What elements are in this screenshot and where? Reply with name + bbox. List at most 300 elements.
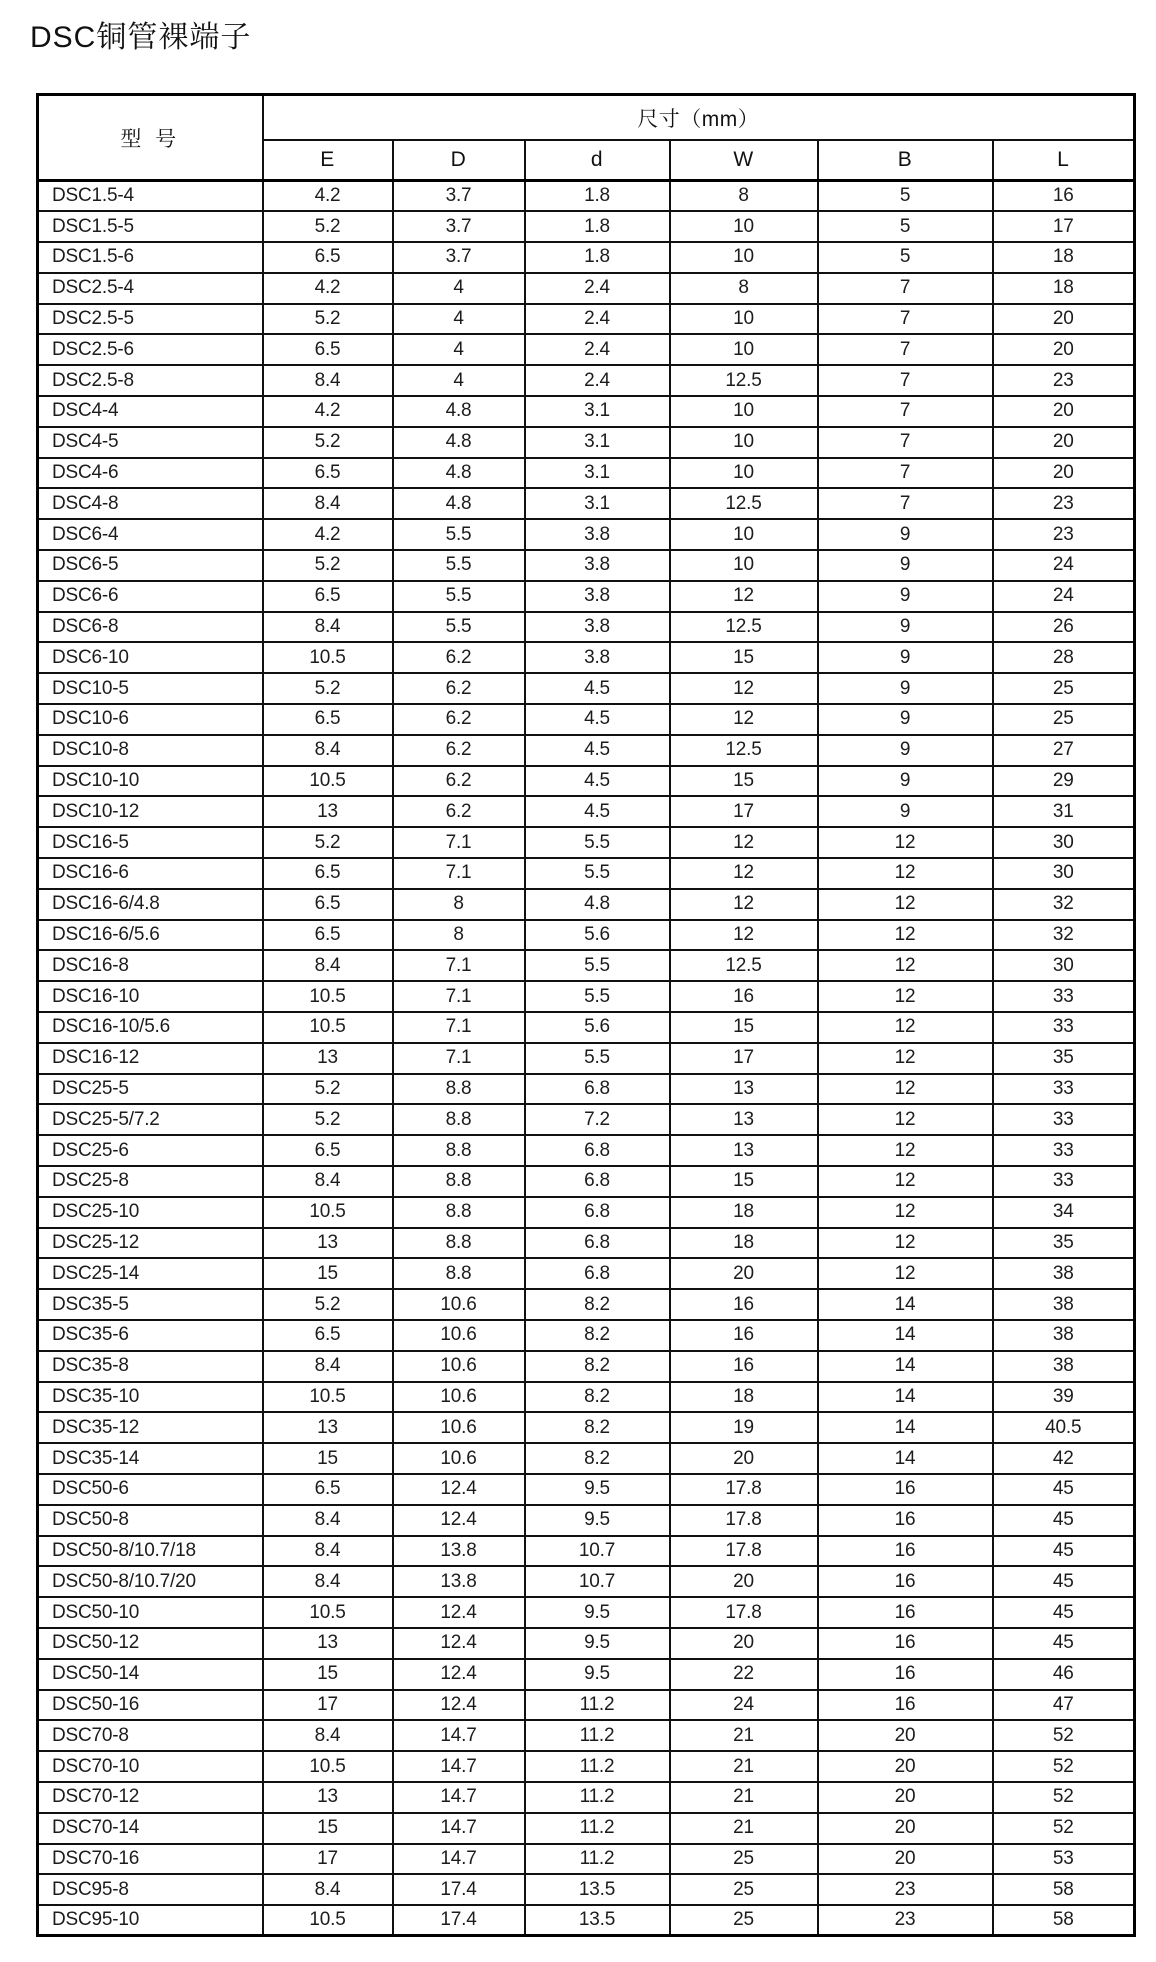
- cell-value: 10.5: [263, 766, 393, 797]
- cell-value: 17.4: [393, 1874, 525, 1905]
- cell-model: DSC25-14: [38, 1258, 263, 1289]
- cell-value: 15: [670, 1166, 818, 1197]
- cell-value: 8.2: [525, 1289, 670, 1320]
- cell-value: 8: [393, 889, 525, 920]
- cell-value: 45: [993, 1628, 1135, 1659]
- column-header-E: E: [263, 140, 393, 181]
- cell-value: 14: [818, 1382, 993, 1413]
- cell-value: 25: [993, 704, 1135, 735]
- cell-value: 10: [670, 211, 818, 242]
- table-row: [38, 950, 1135, 981]
- cell-value: 45: [993, 1597, 1135, 1628]
- table-row: [38, 396, 1135, 427]
- cell-model: DSC2.5-8: [38, 365, 263, 396]
- table-row: [38, 1720, 1135, 1751]
- cell-value: 16: [818, 1628, 993, 1659]
- cell-value: 3.8: [525, 612, 670, 643]
- cell-value: 13: [263, 1782, 393, 1813]
- cell-value: 14.7: [393, 1751, 525, 1782]
- cell-value: 16: [818, 1659, 993, 1690]
- table-row: [38, 1474, 1135, 1505]
- cell-value: 6.5: [263, 858, 393, 889]
- cell-value: 18: [670, 1228, 818, 1259]
- cell-model: DSC6-4: [38, 519, 263, 550]
- cell-value: 10.5: [263, 1382, 393, 1413]
- cell-value: 2.4: [525, 365, 670, 396]
- cell-value: 12: [818, 1228, 993, 1259]
- page-title: DSC铜管裸端子: [30, 21, 252, 54]
- cell-model: DSC1.5-6: [38, 242, 263, 273]
- cell-value: 16: [818, 1474, 993, 1505]
- cell-value: 7: [818, 365, 993, 396]
- table-body: [38, 181, 1135, 1936]
- cell-value: 13: [670, 1135, 818, 1166]
- cell-value: 3.8: [525, 581, 670, 612]
- cell-value: 6.8: [525, 1258, 670, 1289]
- cell-model: DSC70-10: [38, 1751, 263, 1782]
- cell-model: DSC10-5: [38, 673, 263, 704]
- cell-value: 6.5: [263, 1135, 393, 1166]
- cell-value: 6.2: [393, 704, 525, 735]
- cell-value: 23: [993, 519, 1135, 550]
- cell-value: 3.8: [525, 550, 670, 581]
- cell-value: 10: [670, 242, 818, 273]
- cell-value: 38: [993, 1320, 1135, 1351]
- cell-value: 10: [670, 396, 818, 427]
- cell-value: 17.8: [670, 1505, 818, 1536]
- cell-value: 4: [393, 365, 525, 396]
- cell-value: 4.2: [263, 273, 393, 304]
- cell-value: 4.2: [263, 396, 393, 427]
- cell-value: 21: [670, 1813, 818, 1844]
- cell-value: 11.2: [525, 1720, 670, 1751]
- cell-value: 6.5: [263, 920, 393, 951]
- cell-value: 25: [670, 1844, 818, 1875]
- cell-value: 33: [993, 1166, 1135, 1197]
- cell-value: 58: [993, 1874, 1135, 1905]
- cell-value: 5.5: [393, 519, 525, 550]
- cell-value: 47: [993, 1690, 1135, 1721]
- table-row: [38, 1351, 1135, 1382]
- table-row: [38, 1628, 1135, 1659]
- cell-value: 9: [818, 796, 993, 827]
- cell-value: 6.5: [263, 704, 393, 735]
- cell-value: 11.2: [525, 1844, 670, 1875]
- cell-value: 4.5: [525, 766, 670, 797]
- table-row: [38, 1074, 1135, 1105]
- cell-value: 20: [670, 1628, 818, 1659]
- cell-value: 4.5: [525, 673, 670, 704]
- cell-model: DSC16-8: [38, 950, 263, 981]
- cell-value: 14: [818, 1443, 993, 1474]
- cell-value: 8.8: [393, 1074, 525, 1105]
- cell-value: 8.4: [263, 1536, 393, 1567]
- cell-value: 9: [818, 735, 993, 766]
- cell-value: 7: [818, 273, 993, 304]
- cell-value: 8.2: [525, 1320, 670, 1351]
- table-row: [38, 1690, 1135, 1721]
- table-row: [38, 1536, 1135, 1567]
- cell-value: 23: [993, 365, 1135, 396]
- cell-value: 12: [818, 1012, 993, 1043]
- table-row: [38, 181, 1135, 212]
- cell-value: 25: [670, 1874, 818, 1905]
- cell-value: 8.2: [525, 1382, 670, 1413]
- cell-value: 12.4: [393, 1628, 525, 1659]
- cell-value: 30: [993, 950, 1135, 981]
- cell-value: 8.4: [263, 612, 393, 643]
- cell-value: 38: [993, 1351, 1135, 1382]
- cell-value: 45: [993, 1474, 1135, 1505]
- cell-value: 24: [993, 550, 1135, 581]
- cell-model: DSC35-14: [38, 1443, 263, 1474]
- cell-value: 7: [818, 334, 993, 365]
- cell-value: 5.5: [525, 981, 670, 1012]
- cell-value: 3.7: [393, 242, 525, 273]
- cell-value: 6.2: [393, 796, 525, 827]
- cell-value: 5.5: [393, 550, 525, 581]
- cell-value: 5: [818, 211, 993, 242]
- cell-value: 6.2: [393, 642, 525, 673]
- table-row: [38, 1782, 1135, 1813]
- cell-value: 12.5: [670, 735, 818, 766]
- cell-value: 8.4: [263, 735, 393, 766]
- cell-value: 7.1: [393, 858, 525, 889]
- column-header-model: 型 号: [38, 95, 263, 181]
- cell-value: 8.4: [263, 488, 393, 519]
- cell-value: 33: [993, 1074, 1135, 1105]
- cell-value: 14: [818, 1289, 993, 1320]
- cell-value: 6.5: [263, 581, 393, 612]
- cell-value: 4: [393, 334, 525, 365]
- cell-value: 28: [993, 642, 1135, 673]
- cell-value: 20: [818, 1720, 993, 1751]
- cell-value: 9: [818, 673, 993, 704]
- cell-value: 5.2: [263, 1104, 393, 1135]
- cell-value: 5.2: [263, 827, 393, 858]
- cell-value: 9: [818, 766, 993, 797]
- cell-value: 8.8: [393, 1228, 525, 1259]
- cell-value: 20: [993, 458, 1135, 489]
- cell-value: 20: [818, 1751, 993, 1782]
- table-row: [38, 427, 1135, 458]
- cell-value: 10.6: [393, 1382, 525, 1413]
- cell-model: DSC50-10: [38, 1597, 263, 1628]
- cell-value: 1.8: [525, 242, 670, 273]
- cell-model: DSC70-14: [38, 1813, 263, 1844]
- table-row: [38, 1813, 1135, 1844]
- table-row: [38, 365, 1135, 396]
- cell-value: 21: [670, 1782, 818, 1813]
- cell-value: 15: [670, 642, 818, 673]
- cell-value: 8.4: [263, 1720, 393, 1751]
- cell-value: 11.2: [525, 1813, 670, 1844]
- cell-model: DSC2.5-5: [38, 304, 263, 335]
- table-row: [38, 1166, 1135, 1197]
- cell-value: 12: [670, 858, 818, 889]
- cell-value: 12: [670, 889, 818, 920]
- cell-value: 5.5: [525, 858, 670, 889]
- cell-model: DSC4-6: [38, 458, 263, 489]
- cell-value: 33: [993, 1135, 1135, 1166]
- cell-model: DSC25-6: [38, 1135, 263, 1166]
- cell-value: 14.7: [393, 1813, 525, 1844]
- cell-value: 18: [670, 1382, 818, 1413]
- cell-value: 15: [670, 766, 818, 797]
- cell-value: 6.8: [525, 1228, 670, 1259]
- cell-value: 13: [263, 1628, 393, 1659]
- cell-model: DSC6-8: [38, 612, 263, 643]
- table-row: [38, 1104, 1135, 1135]
- cell-value: 14.7: [393, 1720, 525, 1751]
- cell-value: 19: [670, 1412, 818, 1443]
- cell-value: 10.6: [393, 1289, 525, 1320]
- cell-value: 13: [263, 1043, 393, 1074]
- cell-value: 20: [993, 304, 1135, 335]
- column-header-d: d: [525, 140, 670, 181]
- table-row: [38, 1443, 1135, 1474]
- cell-model: DSC1.5-5: [38, 211, 263, 242]
- cell-value: 12.5: [670, 365, 818, 396]
- table-row: [38, 735, 1135, 766]
- cell-value: 33: [993, 1104, 1135, 1135]
- cell-value: 5.2: [263, 1074, 393, 1105]
- cell-model: DSC16-12: [38, 1043, 263, 1074]
- cell-value: 12.4: [393, 1505, 525, 1536]
- table-row: [38, 1505, 1135, 1536]
- cell-value: 7.1: [393, 981, 525, 1012]
- table-row: [38, 612, 1135, 643]
- cell-value: 20: [670, 1258, 818, 1289]
- cell-value: 4.2: [263, 519, 393, 550]
- table-row: [38, 1289, 1135, 1320]
- cell-value: 11.2: [525, 1751, 670, 1782]
- cell-value: 4.5: [525, 704, 670, 735]
- cell-value: 10.7: [525, 1566, 670, 1597]
- cell-value: 15: [263, 1659, 393, 1690]
- cell-value: 7: [818, 488, 993, 519]
- cell-model: DSC2.5-4: [38, 273, 263, 304]
- column-header-B: B: [818, 140, 993, 181]
- cell-value: 17: [263, 1844, 393, 1875]
- cell-value: 18: [670, 1197, 818, 1228]
- table-row: [38, 1228, 1135, 1259]
- cell-value: 4.8: [525, 889, 670, 920]
- cell-model: DSC25-5: [38, 1074, 263, 1105]
- cell-value: 2.4: [525, 304, 670, 335]
- cell-value: 4.5: [525, 796, 670, 827]
- cell-value: 7.1: [393, 827, 525, 858]
- cell-model: DSC50-8: [38, 1505, 263, 1536]
- cell-value: 6.8: [525, 1197, 670, 1228]
- cell-model: DSC16-10/5.6: [38, 1012, 263, 1043]
- cell-value: 23: [818, 1874, 993, 1905]
- cell-value: 32: [993, 920, 1135, 951]
- table-row: [38, 581, 1135, 612]
- cell-value: 52: [993, 1782, 1135, 1813]
- cell-value: 4: [393, 304, 525, 335]
- cell-value: 15: [670, 1012, 818, 1043]
- cell-value: 6.8: [525, 1166, 670, 1197]
- cell-value: 5.5: [525, 827, 670, 858]
- cell-value: 17: [670, 796, 818, 827]
- cell-value: 9.5: [525, 1597, 670, 1628]
- table-row: [38, 1382, 1135, 1413]
- cell-model: DSC35-10: [38, 1382, 263, 1413]
- cell-value: 13: [263, 1412, 393, 1443]
- cell-value: 3.8: [525, 642, 670, 673]
- cell-value: 20: [993, 334, 1135, 365]
- cell-value: 35: [993, 1228, 1135, 1259]
- cell-model: DSC6-10: [38, 642, 263, 673]
- cell-value: 12: [670, 704, 818, 735]
- cell-value: 23: [818, 1905, 993, 1936]
- cell-value: 4.2: [263, 181, 393, 212]
- cell-value: 12.5: [670, 612, 818, 643]
- cell-value: 38: [993, 1258, 1135, 1289]
- cell-value: 21: [670, 1720, 818, 1751]
- cell-value: 16: [993, 181, 1135, 212]
- cell-value: 10: [670, 519, 818, 550]
- cell-model: DSC25-10: [38, 1197, 263, 1228]
- cell-value: 52: [993, 1813, 1135, 1844]
- cell-value: 10.5: [263, 981, 393, 1012]
- cell-value: 29: [993, 766, 1135, 797]
- cell-model: DSC70-12: [38, 1782, 263, 1813]
- table-row: [38, 1135, 1135, 1166]
- cell-value: 3.7: [393, 211, 525, 242]
- cell-value: 12: [818, 1166, 993, 1197]
- table-row: [38, 827, 1135, 858]
- cell-value: 33: [993, 1012, 1135, 1043]
- cell-value: 6.5: [263, 458, 393, 489]
- cell-value: 12.4: [393, 1474, 525, 1505]
- table-row: [38, 1197, 1135, 1228]
- table-row: [38, 1043, 1135, 1074]
- cell-value: 45: [993, 1505, 1135, 1536]
- cell-value: 9: [818, 612, 993, 643]
- cell-value: 16: [818, 1505, 993, 1536]
- table-row: [38, 1905, 1135, 1936]
- cell-model: DSC50-14: [38, 1659, 263, 1690]
- cell-value: 24: [993, 581, 1135, 612]
- cell-model: DSC25-8: [38, 1166, 263, 1197]
- cell-value: 17.8: [670, 1474, 818, 1505]
- cell-value: 12.5: [670, 950, 818, 981]
- cell-value: 4: [393, 273, 525, 304]
- cell-value: 7.1: [393, 1012, 525, 1043]
- cell-model: DSC35-6: [38, 1320, 263, 1351]
- table-row: [38, 642, 1135, 673]
- cell-value: 5.5: [393, 612, 525, 643]
- cell-value: 7: [818, 304, 993, 335]
- cell-value: 8.2: [525, 1412, 670, 1443]
- cell-value: 8.4: [263, 1874, 393, 1905]
- cell-value: 12: [818, 950, 993, 981]
- cell-value: 4.8: [393, 488, 525, 519]
- cell-value: 45: [993, 1566, 1135, 1597]
- cell-value: 52: [993, 1751, 1135, 1782]
- cell-model: DSC35-8: [38, 1351, 263, 1382]
- cell-value: 5.2: [263, 673, 393, 704]
- cell-value: 16: [670, 981, 818, 1012]
- cell-model: DSC50-6: [38, 1474, 263, 1505]
- cell-value: 12: [818, 920, 993, 951]
- cell-value: 8.4: [263, 365, 393, 396]
- cell-value: 30: [993, 858, 1135, 889]
- cell-value: 10.5: [263, 1751, 393, 1782]
- cell-model: DSC10-12: [38, 796, 263, 827]
- cell-value: 12: [818, 1104, 993, 1135]
- cell-model: DSC6-6: [38, 581, 263, 612]
- table-row: [38, 1874, 1135, 1905]
- cell-value: 40.5: [993, 1412, 1135, 1443]
- cell-value: 4.5: [525, 735, 670, 766]
- table-row: [38, 550, 1135, 581]
- cell-value: 7: [818, 396, 993, 427]
- table-row: [38, 704, 1135, 735]
- cell-value: 27: [993, 735, 1135, 766]
- cell-value: 17.8: [670, 1536, 818, 1567]
- cell-value: 34: [993, 1197, 1135, 1228]
- cell-value: 6.8: [525, 1135, 670, 1166]
- table-row: [38, 920, 1135, 951]
- cell-model: DSC16-10: [38, 981, 263, 1012]
- cell-value: 5.5: [525, 1043, 670, 1074]
- cell-model: DSC35-12: [38, 1412, 263, 1443]
- cell-model: DSC35-5: [38, 1289, 263, 1320]
- cell-value: 3.7: [393, 181, 525, 212]
- cell-value: 10: [670, 304, 818, 335]
- cell-value: 9.5: [525, 1628, 670, 1659]
- cell-value: 12: [818, 1135, 993, 1166]
- cell-value: 12: [818, 1197, 993, 1228]
- cell-model: DSC95-10: [38, 1905, 263, 1936]
- cell-value: 3.1: [525, 458, 670, 489]
- cell-value: 12: [818, 827, 993, 858]
- cell-value: 35: [993, 1043, 1135, 1074]
- cell-value: 8.8: [393, 1104, 525, 1135]
- table-row: [38, 242, 1135, 273]
- cell-value: 16: [818, 1597, 993, 1628]
- table-row: [38, 1412, 1135, 1443]
- cell-model: DSC50-8/10.7/20: [38, 1566, 263, 1597]
- cell-value: 4.8: [393, 458, 525, 489]
- cell-value: 6.2: [393, 673, 525, 704]
- cell-value: 9.5: [525, 1474, 670, 1505]
- cell-value: 14: [818, 1351, 993, 1382]
- cell-value: 5.2: [263, 304, 393, 335]
- table-row: [38, 1258, 1135, 1289]
- cell-model: DSC4-8: [38, 488, 263, 519]
- cell-value: 10.5: [263, 642, 393, 673]
- cell-value: 10.5: [263, 1197, 393, 1228]
- cell-value: 6.2: [393, 766, 525, 797]
- cell-value: 5.5: [525, 950, 670, 981]
- cell-value: 58: [993, 1905, 1135, 1936]
- table-row: [38, 211, 1135, 242]
- cell-value: 20: [818, 1813, 993, 1844]
- cell-value: 6.2: [393, 735, 525, 766]
- column-header-D: D: [393, 140, 525, 181]
- column-header-W: W: [670, 140, 818, 181]
- cell-value: 12: [818, 1074, 993, 1105]
- cell-value: 3.1: [525, 396, 670, 427]
- cell-value: 5.2: [263, 550, 393, 581]
- cell-value: 10.6: [393, 1351, 525, 1382]
- cell-value: 13: [263, 796, 393, 827]
- cell-value: 8.2: [525, 1443, 670, 1474]
